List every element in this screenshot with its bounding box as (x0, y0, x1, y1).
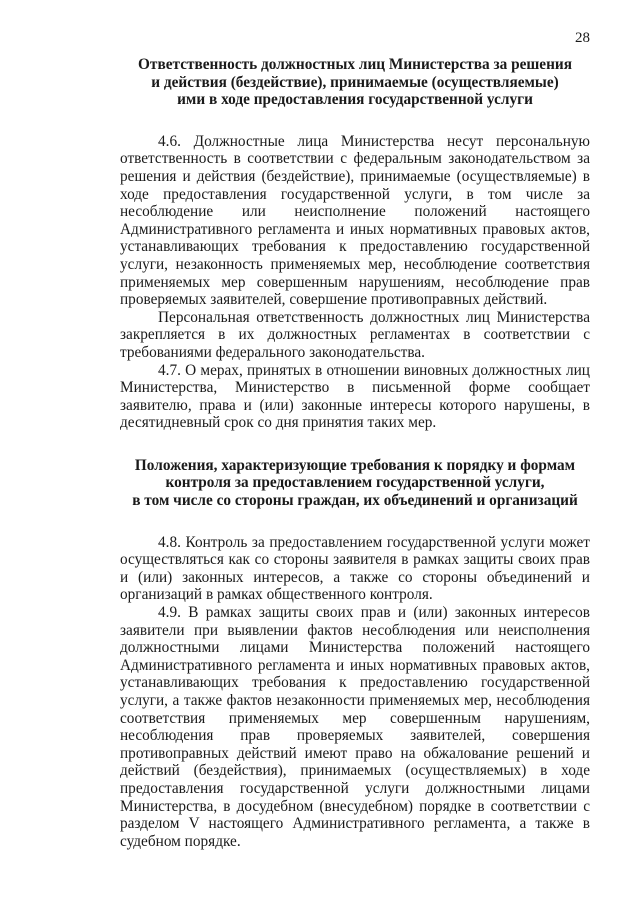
paragraph-4-9: 4.9. В рамках защиты своих прав и (или) законных интересов заявители при выявлении фактов несоблюдения или неисполнения должностными лицами Министерства положений настоящего Административного регламента и иных нормативных правовых актов, устанавливающих требования к предоставлению государственной услуги, а также фактов незаконности применяемых мер, несоблюдения соответствия применяемых мер совершенным нарушениям, несоблюдения прав проверяемых заявителей, совершения противоправных действий имеют право на обжалование решений и действий (бездействия), принимаемых (осуществляемых) в ходе предоставления государственной услуги должностными лицами Министерства, в досудебном (внесудебном) порядке в соответствии с разделом V настоящего Административного регламента, а также в судебном порядке. (120, 604, 590, 850)
paragraph-4-7: 4.7. О мерах, принятых в отношении виновных должностных лиц Министерства, Министерство в письменной форме сообщает заявителю, права и (или) законные интересы которого нарушены, в десятидневный срок со дня принятия таких мер. (120, 361, 590, 432)
heading-line: и действия (бездействие), принимаемые (осуществляемые) (151, 73, 559, 91)
heading-line: ими в ходе предоставления государственной услуги (177, 91, 533, 109)
heading-line: Положения, характеризующие требования к порядку и формам (134, 456, 576, 474)
page-content (120, 56, 590, 850)
page-number: 28 (575, 30, 590, 46)
section-heading-control (120, 457, 590, 510)
paragraph-4-8: 4.8. Контроль за предоставлением государственной услуги может осуществляться как со стороны заявителя в рамках защиты своих прав и (или) законных интересов, а также со стороны объединений и организаций в рамках общественного контроля. (120, 533, 590, 604)
paragraph-personal-responsibility: Персональная ответственность должностных лиц Министерства закрепляется в их должностных регламентах в соответствии с требованиями федерального законодательства. (120, 308, 590, 361)
paragraph-4-6: 4.6. Должностные лица Министерства несут персональную ответственность в соответствии с федеральным законодательством за решения и действия (бездействие), принимаемые (осуществляемые) в ходе предоставления государственной услуги, в том числе за несоблюдение или неисполнение положений настоящего Административного регламента и иных нормативных правовых актов, устанавливающих требования к предоставлению государственной услуги, незаконность применяемых мер, несоблюдение соответствия применяемых мер совершенным нарушениям, несоблюдение прав проверяемых заявителей, совершение противоправных действий. (120, 132, 590, 309)
heading-line: контроля за предоставлением государственной услуги, (165, 474, 545, 492)
heading-line: в том числе со стороны граждан, их объединений и организаций (132, 492, 578, 510)
section-heading-responsibility (120, 56, 590, 109)
heading-line: Ответственность должностных лиц Министерства за решения (138, 56, 572, 73)
